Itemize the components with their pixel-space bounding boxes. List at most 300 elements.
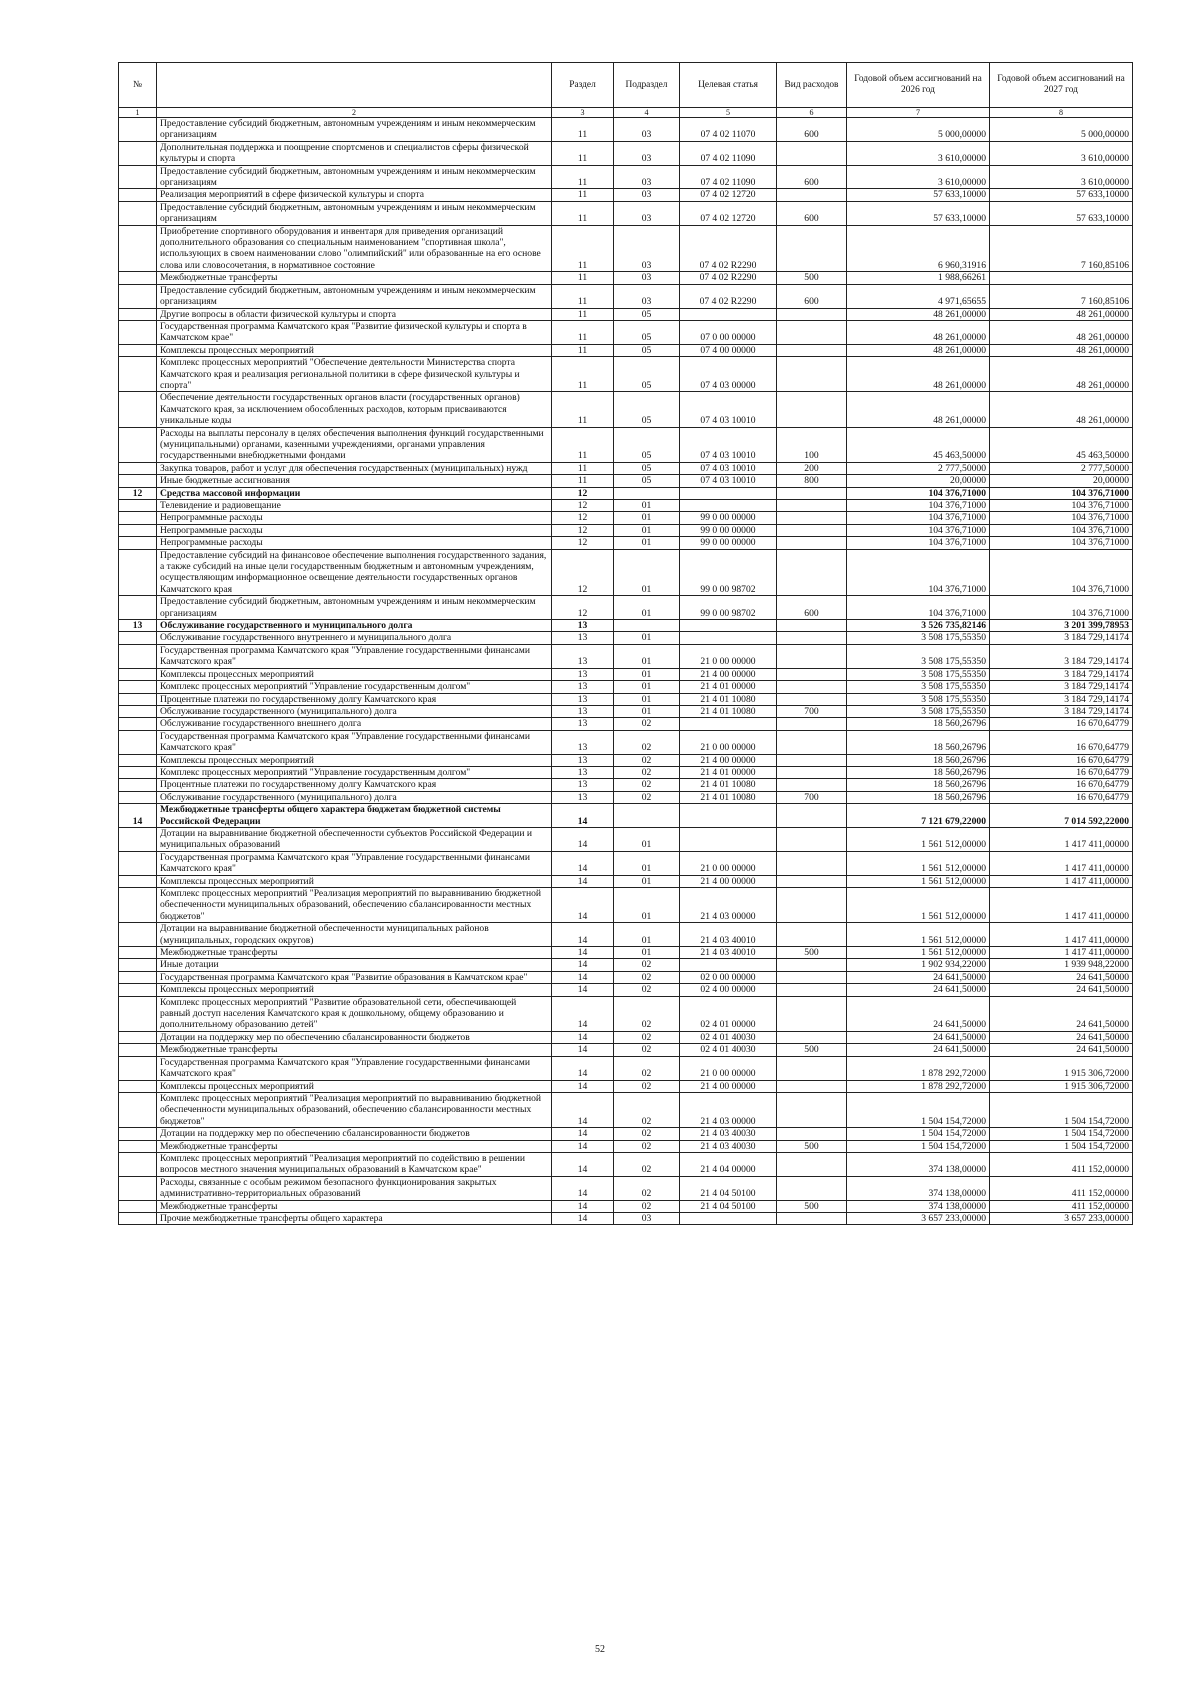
row-section: 12 <box>552 500 614 512</box>
row-name: Предоставление субсидий бюджетным, автономным учреждениям и иным некоммерческим организациям <box>157 165 552 189</box>
row-amount-2027: 1 504 154,72000 <box>990 1128 1133 1140</box>
row-name: Дотации на поддержку мер по обеспечению сбалансированности бюджетов <box>157 1128 552 1140</box>
row-expense-type: 600 <box>777 165 847 189</box>
row-amount-2026: 24 641,50000 <box>847 996 990 1031</box>
row-amount-2027: 48 261,00000 <box>990 308 1133 320</box>
row-target: 21 0 00 00000 <box>680 644 777 668</box>
row-section: 14 <box>552 971 614 983</box>
row-amount-2026: 3 508 175,55350 <box>847 644 990 668</box>
row-target: 07 4 02 R2290 <box>680 284 777 308</box>
row-expense-type <box>777 766 847 778</box>
row-number <box>119 1092 157 1127</box>
row-name: Государственная программа Камчатского края "Управление государственными финансами Камчатского края" <box>157 730 552 754</box>
row-name: Телевидение и радиовещание <box>157 500 552 512</box>
row-target: 07 4 00 00000 <box>680 344 777 356</box>
row-amount-2026: 1 561 512,00000 <box>847 827 990 851</box>
row-amount-2027: 104 376,71000 <box>990 537 1133 549</box>
table-row <box>119 705 1133 717</box>
row-number <box>119 644 157 668</box>
row-number <box>119 730 157 754</box>
row-target: 21 4 03 40030 <box>680 1128 777 1140</box>
row-number <box>119 1176 157 1200</box>
row-subsection: 05 <box>614 357 680 392</box>
row-amount-2027: 3 184 729,14174 <box>990 668 1133 680</box>
row-target: 07 4 03 10010 <box>680 475 777 487</box>
row-section: 11 <box>552 189 614 201</box>
col-2026-header: Годовой объем ассигнований на 2026 год <box>847 63 990 108</box>
table-row <box>119 357 1133 392</box>
row-subsection: 01 <box>614 524 680 536</box>
row-name: Прочие межбюджетные трансферты общего характера <box>157 1212 552 1224</box>
row-amount-2027: 24 641,50000 <box>990 971 1133 983</box>
row-expense-type <box>777 1031 847 1043</box>
row-name: Обеспечение деятельности государственных органов власти (государственных органов) Камчатского края, за исключением обособленных расходов, которым присваиваются уникальные коды <box>157 392 552 427</box>
table-row <box>119 487 1133 499</box>
row-expense-type <box>777 1128 847 1140</box>
row-amount-2026: 1 902 934,22000 <box>847 959 990 971</box>
row-number <box>119 681 157 693</box>
row-name: Комплекс процессных мероприятий "Управление государственным долгом" <box>157 681 552 693</box>
row-number <box>119 357 157 392</box>
row-amount-2026: 24 641,50000 <box>847 984 990 996</box>
row-expense-type <box>777 1152 847 1176</box>
row-amount-2027: 3 610,00000 <box>990 141 1133 165</box>
table-row <box>119 462 1133 474</box>
row-expense-type <box>777 620 847 632</box>
row-section: 12 <box>552 512 614 524</box>
table-row <box>119 1128 1133 1140</box>
row-amount-2027: 104 376,71000 <box>990 524 1133 536</box>
row-expense-type: 700 <box>777 705 847 717</box>
row-expense-type <box>777 225 847 272</box>
row-name: Другие вопросы в области физической культуры и спорта <box>157 308 552 320</box>
row-number <box>119 971 157 983</box>
row-target <box>680 827 777 851</box>
row-target: 99 0 00 00000 <box>680 512 777 524</box>
row-target: 21 4 00 00000 <box>680 754 777 766</box>
row-subsection: 02 <box>614 1176 680 1200</box>
row-name: Государственная программа Камчатского края "Управление государственными финансами Камчатского края" <box>157 644 552 668</box>
row-amount-2027: 7 160,85106 <box>990 225 1133 272</box>
row-expense-type <box>777 923 847 947</box>
row-number <box>119 693 157 705</box>
row-number <box>119 225 157 272</box>
row-number <box>119 668 157 680</box>
row-amount-2026: 18 560,26796 <box>847 754 990 766</box>
row-subsection: 03 <box>614 189 680 201</box>
row-name: Межбюджетные трансферты <box>157 1044 552 1056</box>
table-row <box>119 272 1133 284</box>
row-section: 11 <box>552 357 614 392</box>
table-row <box>119 888 1133 923</box>
col-expense-type-header: Вид расходов <box>777 63 847 108</box>
row-amount-2026: 4 971,65655 <box>847 284 990 308</box>
row-amount-2026: 48 261,00000 <box>847 392 990 427</box>
col-index: 6 <box>777 108 847 118</box>
row-number: 13 <box>119 620 157 632</box>
row-target: 21 0 00 00000 <box>680 1056 777 1080</box>
row-subsection: 02 <box>614 1152 680 1176</box>
row-amount-2026: 3 610,00000 <box>847 165 990 189</box>
row-target: 21 4 01 10080 <box>680 693 777 705</box>
row-amount-2027: 3 184 729,14174 <box>990 693 1133 705</box>
row-expense-type <box>777 1212 847 1224</box>
row-target: 99 0 00 00000 <box>680 537 777 549</box>
row-target: 07 4 02 11090 <box>680 141 777 165</box>
row-name: Дополнительная поддержка и поощрение спортсменов и специалистов сферы физической культуры и спорта <box>157 141 552 165</box>
row-section: 11 <box>552 141 614 165</box>
table-row <box>119 475 1133 487</box>
row-target: 21 4 00 00000 <box>680 875 777 887</box>
row-name: Непрограммные расходы <box>157 524 552 536</box>
budget-table <box>118 62 1133 1225</box>
row-amount-2026: 104 376,71000 <box>847 487 990 499</box>
row-target: 99 0 00 98702 <box>680 549 777 596</box>
row-expense-type: 500 <box>777 947 847 959</box>
row-name: Процентные платежи по государственному долгу Камчатского края <box>157 779 552 791</box>
row-amount-2027: 16 670,64779 <box>990 754 1133 766</box>
table-row <box>119 668 1133 680</box>
row-target: 07 4 03 00000 <box>680 357 777 392</box>
row-number <box>119 1152 157 1176</box>
row-section: 11 <box>552 392 614 427</box>
row-number <box>119 632 157 644</box>
row-amount-2026: 1 561 512,00000 <box>847 888 990 923</box>
row-subsection: 01 <box>614 632 680 644</box>
row-amount-2027: 16 670,64779 <box>990 718 1133 730</box>
row-amount-2026: 18 560,26796 <box>847 791 990 803</box>
row-number <box>119 754 157 766</box>
row-number <box>119 1212 157 1224</box>
col-index: 3 <box>552 108 614 118</box>
row-expense-type <box>777 851 847 875</box>
row-expense-type <box>777 632 847 644</box>
row-amount-2027: 104 376,71000 <box>990 500 1133 512</box>
row-section: 14 <box>552 984 614 996</box>
row-subsection: 02 <box>614 996 680 1031</box>
table-row <box>119 947 1133 959</box>
row-amount-2027: 48 261,00000 <box>990 392 1133 427</box>
row-amount-2027: 1 504 154,72000 <box>990 1140 1133 1152</box>
table-row <box>119 754 1133 766</box>
row-target <box>680 308 777 320</box>
col-target-header: Целевая статья <box>680 63 777 108</box>
row-target: 21 4 04 00000 <box>680 1152 777 1176</box>
row-amount-2026: 18 560,26796 <box>847 779 990 791</box>
col-index: 2 <box>157 108 552 118</box>
row-name: Расходы, связанные с особым режимом безопасного функционирования закрытых административно-территориальных образований <box>157 1176 552 1200</box>
row-amount-2026: 20,00000 <box>847 475 990 487</box>
row-number <box>119 984 157 996</box>
row-section: 14 <box>552 923 614 947</box>
row-target: 21 4 00 00000 <box>680 1080 777 1092</box>
row-target: 07 4 02 R2290 <box>680 272 777 284</box>
row-section: 14 <box>552 1092 614 1127</box>
row-expense-type: 500 <box>777 1140 847 1152</box>
row-amount-2027: 7 014 592,22000 <box>990 804 1133 828</box>
row-subsection: 03 <box>614 201 680 225</box>
row-target: 21 4 01 00000 <box>680 766 777 778</box>
table-row <box>119 500 1133 512</box>
row-subsection: 03 <box>614 284 680 308</box>
row-expense-type: 600 <box>777 118 847 142</box>
table-row <box>119 427 1133 462</box>
row-amount-2027: 3 184 729,14174 <box>990 644 1133 668</box>
row-subsection: 02 <box>614 754 680 766</box>
row-name: Государственная программа Камчатского края "Управление государственными финансами Камчатского края" <box>157 1056 552 1080</box>
row-target <box>680 959 777 971</box>
row-section: 14 <box>552 851 614 875</box>
row-expense-type <box>777 141 847 165</box>
row-amount-2027: 48 261,00000 <box>990 320 1133 344</box>
row-expense-type: 800 <box>777 475 847 487</box>
row-amount-2026: 104 376,71000 <box>847 524 990 536</box>
row-section: 13 <box>552 620 614 632</box>
row-amount-2027: 1 417 411,00000 <box>990 947 1133 959</box>
row-section: 14 <box>552 1140 614 1152</box>
row-subsection: 01 <box>614 705 680 717</box>
row-target: 21 4 01 10080 <box>680 791 777 803</box>
row-expense-type <box>777 1176 847 1200</box>
row-name: Комплексы процессных мероприятий <box>157 754 552 766</box>
row-amount-2027: 24 641,50000 <box>990 1031 1133 1043</box>
row-subsection: 05 <box>614 392 680 427</box>
table-row <box>119 524 1133 536</box>
row-amount-2027: 1 417 411,00000 <box>990 888 1133 923</box>
row-expense-type <box>777 1056 847 1080</box>
row-section: 11 <box>552 201 614 225</box>
row-amount-2026: 104 376,71000 <box>847 500 990 512</box>
row-amount-2027: 104 376,71000 <box>990 596 1133 620</box>
row-expense-type <box>777 512 847 524</box>
row-name: Комплексы процессных мероприятий <box>157 344 552 356</box>
table-body <box>119 118 1133 1225</box>
row-section: 13 <box>552 681 614 693</box>
row-number <box>119 141 157 165</box>
row-number <box>119 718 157 730</box>
table-row <box>119 201 1133 225</box>
row-section: 14 <box>552 996 614 1031</box>
row-name: Обслуживание государственного внешнего долга <box>157 718 552 730</box>
row-subsection: 01 <box>614 512 680 524</box>
row-number <box>119 1128 157 1140</box>
row-name: Межбюджетные трансферты <box>157 1200 552 1212</box>
row-amount-2027: 411 152,00000 <box>990 1176 1133 1200</box>
row-subsection: 01 <box>614 537 680 549</box>
row-name: Межбюджетные трансферты <box>157 1140 552 1152</box>
row-amount-2026: 3 508 175,55350 <box>847 668 990 680</box>
row-expense-type: 600 <box>777 201 847 225</box>
row-subsection: 02 <box>614 766 680 778</box>
row-section: 14 <box>552 827 614 851</box>
row-subsection: 02 <box>614 1128 680 1140</box>
row-name: Предоставление субсидий бюджетным, автономным учреждениям и иным некоммерческим организациям <box>157 201 552 225</box>
row-expense-type: 700 <box>777 791 847 803</box>
row-expense-type <box>777 888 847 923</box>
row-number <box>119 284 157 308</box>
row-name: Комплексы процессных мероприятий <box>157 668 552 680</box>
row-amount-2026: 374 138,00000 <box>847 1200 990 1212</box>
row-subsection: 02 <box>614 984 680 996</box>
row-section: 11 <box>552 165 614 189</box>
row-target: 07 4 03 10010 <box>680 392 777 427</box>
row-amount-2026: 48 261,00000 <box>847 308 990 320</box>
row-amount-2027: 24 641,50000 <box>990 1044 1133 1056</box>
row-section: 13 <box>552 766 614 778</box>
row-section: 11 <box>552 427 614 462</box>
row-number <box>119 118 157 142</box>
row-amount-2027: 3 184 729,14174 <box>990 632 1133 644</box>
col-index: 7 <box>847 108 990 118</box>
row-amount-2027: 411 152,00000 <box>990 1200 1133 1212</box>
row-expense-type <box>777 779 847 791</box>
table-row <box>119 875 1133 887</box>
row-expense-type: 500 <box>777 1200 847 1212</box>
table-row <box>119 1140 1133 1152</box>
row-number <box>119 596 157 620</box>
row-amount-2027: 104 376,71000 <box>990 487 1133 499</box>
row-name: Приобретение спортивного оборудования и инвентаря для приведения организаций дополнительного образования со специальным наименованием "спортивная школа", использующих в своем наименовании слово "олимпийский" или образованные на его основе слова или словосочетания, в нормативное состояние <box>157 225 552 272</box>
row-expense-type <box>777 487 847 499</box>
row-name: Закупка товаров, работ и услуг для обеспечения государственных (муниципальных) нужд <box>157 462 552 474</box>
row-name: Комплекс процессных мероприятий "Реализация мероприятий по содействию в решении вопросов местного значения муниципальных образований в Камчатском крае" <box>157 1152 552 1176</box>
table-row <box>119 596 1133 620</box>
row-amount-2026: 18 560,26796 <box>847 766 990 778</box>
col-index: 5 <box>680 108 777 118</box>
table-row <box>119 1176 1133 1200</box>
row-name: Иные бюджетные ассигнования <box>157 475 552 487</box>
row-amount-2026: 374 138,00000 <box>847 1152 990 1176</box>
row-target: 02 4 00 00000 <box>680 984 777 996</box>
row-number <box>119 766 157 778</box>
row-name: Комплекс процессных мероприятий "Развитие образовательной сети, обеспечивающей равный доступ населения Камчатского края к дошкольному, общему образованию и дополнительному образованию детей" <box>157 996 552 1031</box>
table-row <box>119 644 1133 668</box>
row-subsection: 02 <box>614 1200 680 1212</box>
row-expense-type <box>777 730 847 754</box>
table-row <box>119 308 1133 320</box>
row-section: 12 <box>552 524 614 536</box>
row-section: 14 <box>552 1176 614 1200</box>
row-name: Предоставление субсидий бюджетным, автономным учреждениям и иным некоммерческим организациям <box>157 118 552 142</box>
row-number <box>119 320 157 344</box>
table-row <box>119 1031 1133 1043</box>
row-target: 21 4 03 40010 <box>680 947 777 959</box>
row-name: Обслуживание государственного (муниципального) долга <box>157 705 552 717</box>
table-row <box>119 165 1133 189</box>
row-number <box>119 959 157 971</box>
table-row <box>119 779 1133 791</box>
row-amount-2026: 24 641,50000 <box>847 1031 990 1043</box>
table-row <box>119 959 1133 971</box>
row-amount-2027: 1 417 411,00000 <box>990 923 1133 947</box>
table-row <box>119 804 1133 828</box>
row-amount-2026: 3 610,00000 <box>847 141 990 165</box>
row-name: Дотации на выравнивание бюджетной обеспеченности субъектов Российской Федерации и муниципальных образований <box>157 827 552 851</box>
row-name: Обслуживание государственного внутреннего и муниципального долга <box>157 632 552 644</box>
row-target <box>680 500 777 512</box>
row-name: Расходы на выплаты персоналу в целях обеспечения выполнения функций государственными (муниципальными) органами, казенными учреждениями, органами управления государственными внебюджетными фондами <box>157 427 552 462</box>
table-row <box>119 730 1133 754</box>
row-section: 13 <box>552 644 614 668</box>
row-target: 21 4 03 40010 <box>680 923 777 947</box>
table-row <box>119 392 1133 427</box>
row-number <box>119 1031 157 1043</box>
table-row <box>119 1080 1133 1092</box>
row-target <box>680 620 777 632</box>
row-section: 12 <box>552 487 614 499</box>
row-expense-type: 100 <box>777 427 847 462</box>
row-subsection: 05 <box>614 344 680 356</box>
row-name: Непрограммные расходы <box>157 512 552 524</box>
row-expense-type: 600 <box>777 284 847 308</box>
row-subsection: 02 <box>614 959 680 971</box>
table-row <box>119 984 1133 996</box>
row-section: 14 <box>552 804 614 828</box>
row-amount-2026: 5 000,00000 <box>847 118 990 142</box>
row-expense-type <box>777 1092 847 1127</box>
row-name: Комплексы процессных мероприятий <box>157 984 552 996</box>
row-subsection: 03 <box>614 272 680 284</box>
row-amount-2026: 1 878 292,72000 <box>847 1080 990 1092</box>
row-amount-2027: 24 641,50000 <box>990 984 1133 996</box>
row-expense-type <box>777 1080 847 1092</box>
row-target: 07 4 02 11090 <box>680 165 777 189</box>
row-amount-2026: 3 508 175,55350 <box>847 705 990 717</box>
row-name: Предоставление субсидий бюджетным, автономным учреждениям и иным некоммерческим организациям <box>157 284 552 308</box>
row-expense-type <box>777 537 847 549</box>
row-expense-type <box>777 500 847 512</box>
row-number <box>119 524 157 536</box>
row-target: 07 0 00 00000 <box>680 320 777 344</box>
row-amount-2027: 16 670,64779 <box>990 730 1133 754</box>
row-subsection: 01 <box>614 668 680 680</box>
row-number <box>119 308 157 320</box>
row-number <box>119 1140 157 1152</box>
row-subsection <box>614 487 680 499</box>
row-section: 12 <box>552 537 614 549</box>
row-subsection: 02 <box>614 1044 680 1056</box>
row-amount-2026: 1 561 512,00000 <box>847 947 990 959</box>
row-section: 14 <box>552 1200 614 1212</box>
row-subsection: 02 <box>614 1092 680 1127</box>
row-target: 21 4 01 10080 <box>680 779 777 791</box>
row-amount-2027: 16 670,64779 <box>990 779 1133 791</box>
row-target: 02 0 00 00000 <box>680 971 777 983</box>
row-name: Дотации на поддержку мер по обеспечению сбалансированности бюджетов <box>157 1031 552 1043</box>
row-number <box>119 705 157 717</box>
row-section: 12 <box>552 549 614 596</box>
row-section: 14 <box>552 1031 614 1043</box>
row-amount-2026: 104 376,71000 <box>847 549 990 596</box>
row-number <box>119 201 157 225</box>
row-expense-type: 500 <box>777 1044 847 1056</box>
row-section: 14 <box>552 1152 614 1176</box>
row-target: 21 4 00 00000 <box>680 668 777 680</box>
row-amount-2026: 24 641,50000 <box>847 971 990 983</box>
row-subsection <box>614 804 680 828</box>
row-target <box>680 632 777 644</box>
row-target: 07 4 02 12720 <box>680 201 777 225</box>
row-subsection: 02 <box>614 1080 680 1092</box>
row-name: Государственная программа Камчатского края "Управление государственными финансами Камчатского края" <box>157 851 552 875</box>
row-expense-type: 600 <box>777 596 847 620</box>
row-name: Иные дотации <box>157 959 552 971</box>
row-section: 14 <box>552 1128 614 1140</box>
row-amount-2026: 1 561 512,00000 <box>847 875 990 887</box>
row-amount-2026: 57 633,10000 <box>847 201 990 225</box>
row-subsection: 02 <box>614 1031 680 1043</box>
row-subsection: 05 <box>614 462 680 474</box>
